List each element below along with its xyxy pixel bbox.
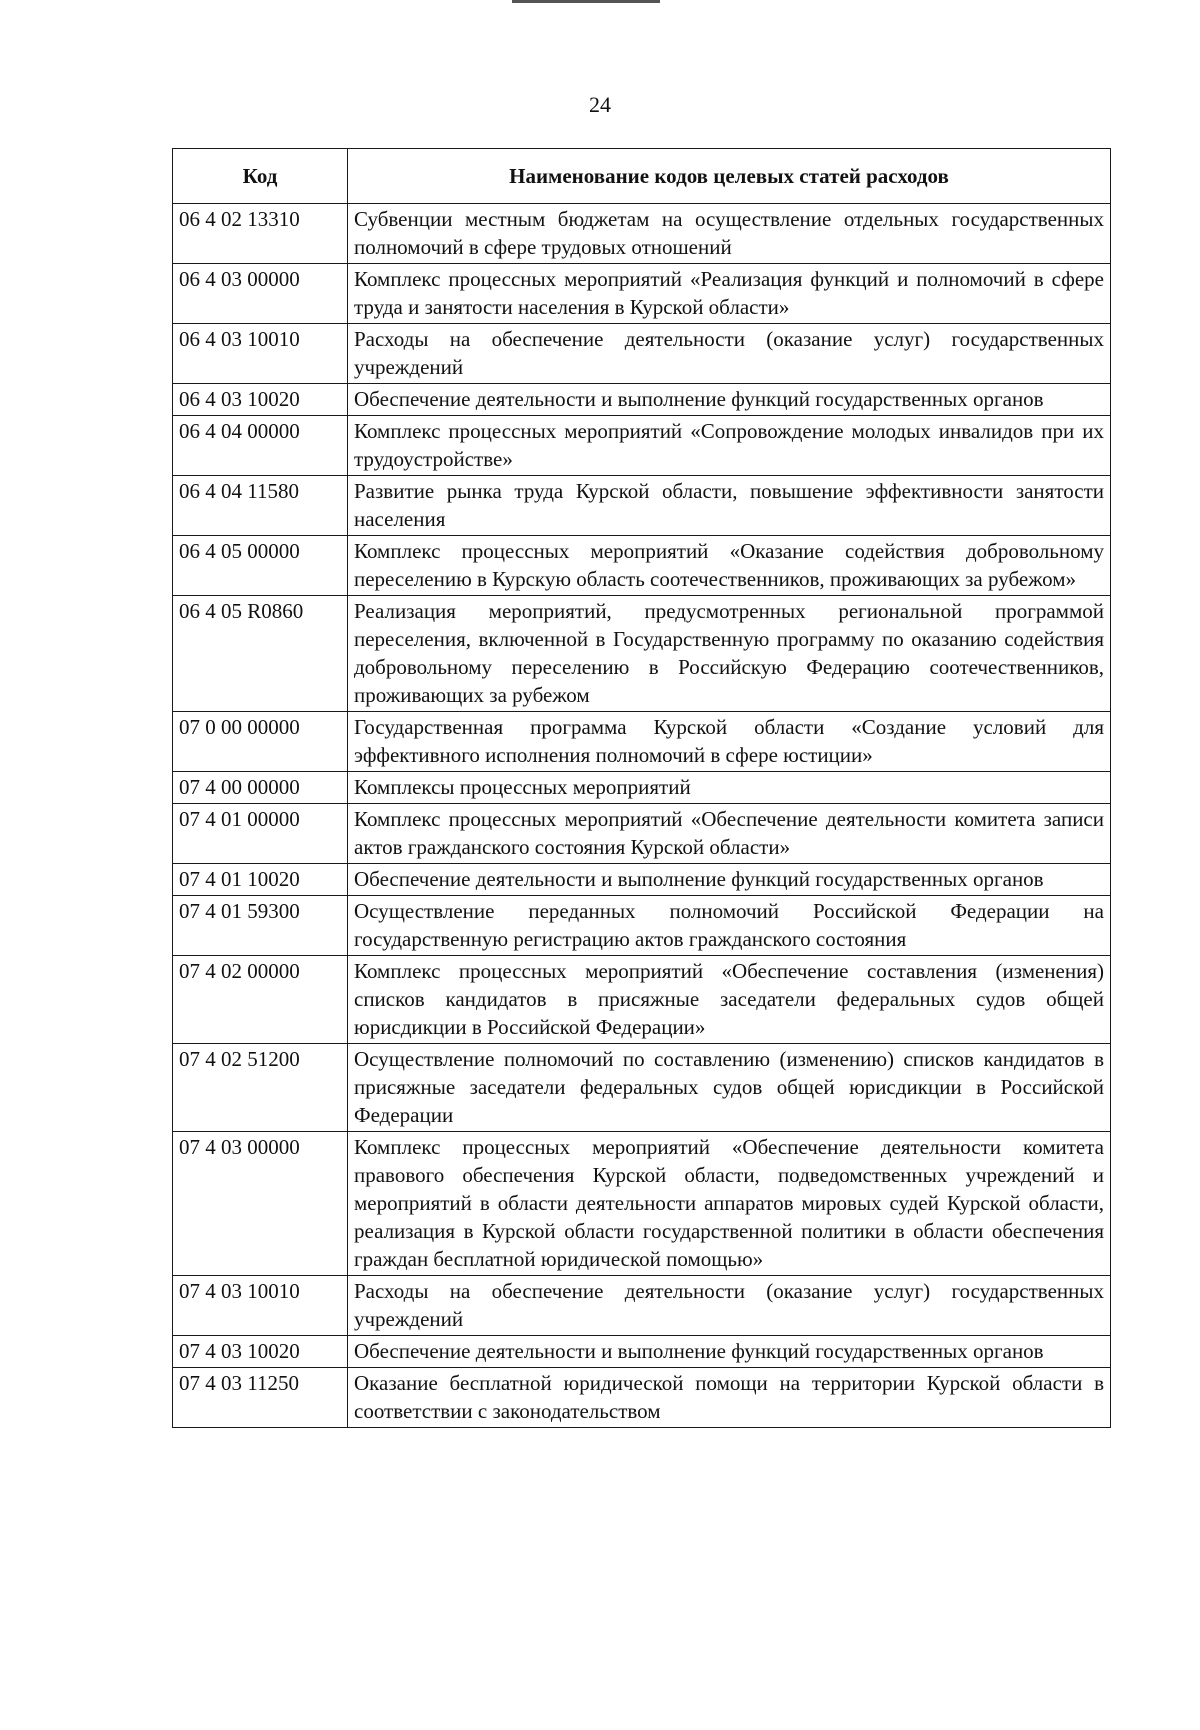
table-row <box>173 416 1111 476</box>
header-name: Наименование кодов целевых статей расходов <box>348 149 1111 204</box>
table-row <box>173 324 1111 384</box>
row-code: 07 4 03 10010 <box>173 1276 348 1336</box>
row-code: 06 4 03 00000 <box>173 264 348 324</box>
header-code: Код <box>173 149 348 204</box>
row-name: Комплекс процессных мероприятий «Сопровождение молодых инвалидов при их трудоустройстве» <box>348 416 1111 476</box>
row-name: Развитие рынка труда Курской области, повышение эффективности занятости населения <box>348 476 1111 536</box>
row-code: 07 0 00 00000 <box>173 712 348 772</box>
table-row <box>173 1276 1111 1336</box>
row-name: Расходы на обеспечение деятельности (оказание услуг) государственных учреждений <box>348 324 1111 384</box>
table-row <box>173 536 1111 596</box>
row-code: 07 4 01 59300 <box>173 896 348 956</box>
table-body <box>173 204 1111 1428</box>
row-code: 06 4 04 00000 <box>173 416 348 476</box>
row-name: Оказание бесплатной юридической помощи на территории Курской области в соответствии с законодательством <box>348 1368 1111 1428</box>
table-row <box>173 956 1111 1044</box>
row-code: 07 4 02 51200 <box>173 1044 348 1132</box>
table-row <box>173 1132 1111 1276</box>
row-code: 06 4 03 10020 <box>173 384 348 416</box>
row-name: Осуществление переданных полномочий Российской Федерации на государственную регистрацию актов гражданского состояния <box>348 896 1111 956</box>
row-code: 06 4 02 13310 <box>173 204 348 264</box>
row-name: Комплекс процессных мероприятий «Реализация функций и полномочий в сфере труда и занятости населения в Курской области» <box>348 264 1111 324</box>
row-name: Обеспечение деятельности и выполнение функций государственных органов <box>348 1336 1111 1368</box>
row-code: 06 4 03 10010 <box>173 324 348 384</box>
row-name: Субвенции местным бюджетам на осуществление отдельных государственных полномочий в сфере трудовых отношений <box>348 204 1111 264</box>
table-header-row <box>173 149 1111 204</box>
table-row <box>173 476 1111 536</box>
table-row <box>173 1368 1111 1428</box>
row-name: Комплекс процессных мероприятий «Оказание содействия добровольному переселению в Курскую область соотечественников, проживающих за рубежом» <box>348 536 1111 596</box>
row-name: Осуществление полномочий по составлению (изменению) списков кандидатов в присяжные заседатели федеральных судов общей юрисдикции в Российской Федерации <box>348 1044 1111 1132</box>
table-row <box>173 1044 1111 1132</box>
row-code: 07 4 02 00000 <box>173 956 348 1044</box>
row-name: Комплекс процессных мероприятий «Обеспечение деятельности комитета записи актов гражданского состояния Курской области» <box>348 804 1111 864</box>
page-top-mark <box>512 0 660 3</box>
row-code: 07 4 03 10020 <box>173 1336 348 1368</box>
table-row <box>173 204 1111 264</box>
row-name: Обеспечение деятельности и выполнение функций государственных органов <box>348 864 1111 896</box>
row-code: 06 4 05 00000 <box>173 536 348 596</box>
row-name: Комплексы процессных мероприятий <box>348 772 1111 804</box>
table-row <box>173 596 1111 712</box>
row-code: 07 4 01 10020 <box>173 864 348 896</box>
table-row <box>173 804 1111 864</box>
row-name: Комплекс процессных мероприятий «Обеспечение составления (изменения) списков кандидатов в присяжные заседатели федеральных судов общей юрисдикции в Российской Федерации» <box>348 956 1111 1044</box>
table-row <box>173 864 1111 896</box>
page-number: 24 <box>589 92 611 117</box>
row-name: Реализация мероприятий, предусмотренных региональной программой переселения, включенной в Государственную программу по оказанию содействия добровольному переселению в Российскую Федерацию соотечественников, проживающих за рубежом <box>348 596 1111 712</box>
row-code: 06 4 05 R0860 <box>173 596 348 712</box>
row-code: 06 4 04 11580 <box>173 476 348 536</box>
table-row <box>173 896 1111 956</box>
row-code: 07 4 01 00000 <box>173 804 348 864</box>
row-name: Государственная программа Курской области «Создание условий для эффективного исполнения полномочий в сфере юстиции» <box>348 712 1111 772</box>
row-name: Комплекс процессных мероприятий «Обеспечение деятельности комитета правового обеспечения Курской области, подведомственных учреждений и мероприятий в области деятельности аппаратов мировых судей Курской области, реализация в Курской области государственной политики в области обеспечения граждан бесплатной юридической помощью» <box>348 1132 1111 1276</box>
row-code: 07 4 00 00000 <box>173 772 348 804</box>
table-row <box>173 264 1111 324</box>
table-row <box>173 1336 1111 1368</box>
row-name: Обеспечение деятельности и выполнение функций государственных органов <box>348 384 1111 416</box>
row-code: 07 4 03 11250 <box>173 1368 348 1428</box>
row-name: Расходы на обеспечение деятельности (оказание услуг) государственных учреждений <box>348 1276 1111 1336</box>
table-row <box>173 772 1111 804</box>
table-row <box>173 384 1111 416</box>
table-row <box>173 712 1111 772</box>
target-expense-codes-table <box>172 148 1111 1428</box>
row-code: 07 4 03 00000 <box>173 1132 348 1276</box>
